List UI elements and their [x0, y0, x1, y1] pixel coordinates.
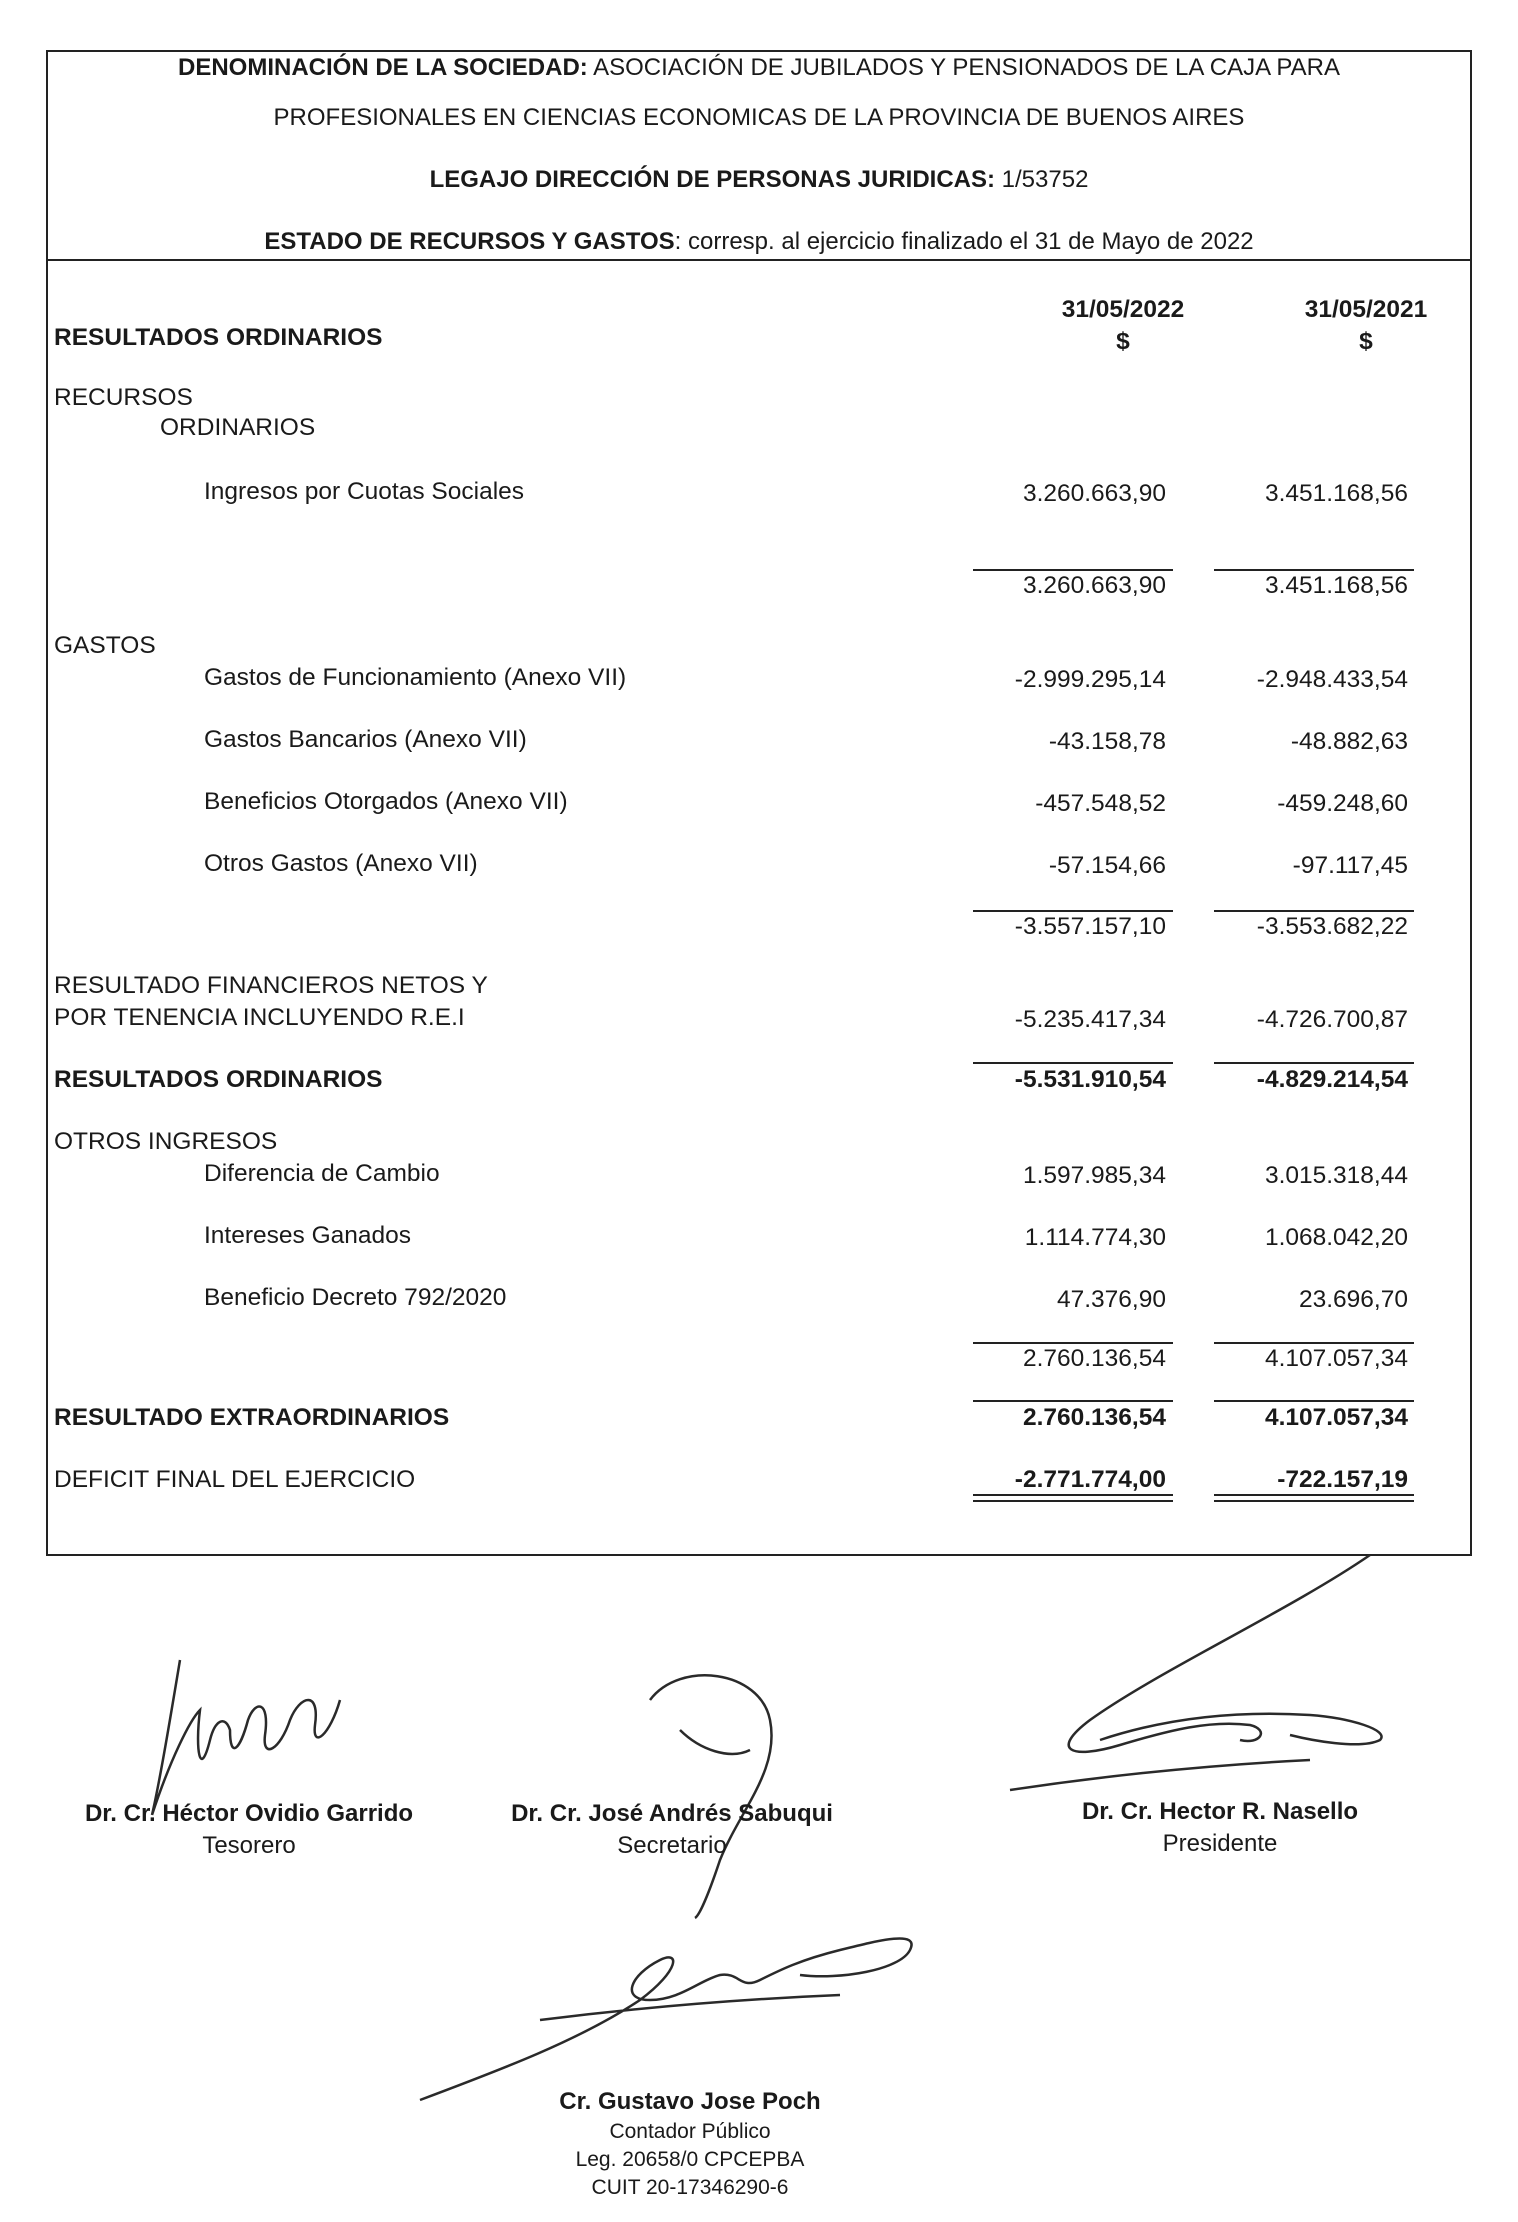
- denominacion-value: ASOCIACIÓN DE JUBILADOS Y PENSIONADOS DE LA CAJA PARA: [593, 54, 1341, 81]
- beneficio-decreto-2022: 47.376,90: [1057, 1286, 1166, 1313]
- diferencia-cambio-label: Diferencia de Cambio: [204, 1160, 440, 1187]
- beneficio-decreto-label: Beneficio Decreto 792/2020: [204, 1284, 507, 1311]
- subtotal-rule: [973, 569, 1173, 571]
- presidente-signature: [1010, 1550, 1410, 1800]
- otros-gastos-label: Otros Gastos (Anexo VII): [204, 850, 478, 877]
- gastos-label: GASTOS: [54, 632, 156, 659]
- col1-unit: $: [1116, 328, 1130, 355]
- subtotal-rule: [973, 1400, 1173, 1402]
- presidente-role: Presidente: [1162, 1830, 1278, 1857]
- resultado-financieros-label-1: RESULTADO FINANCIEROS NETOS Y: [54, 972, 488, 999]
- resultados-ordinarios-total-label: RESULTADOS ORDINARIOS: [54, 1066, 383, 1093]
- contador-name: Cr. Gustavo Jose Poch: [559, 2088, 821, 2115]
- gastos-total-2021: -3.553.682,22: [1256, 913, 1408, 940]
- col2-date: 31/05/2021: [1304, 296, 1428, 323]
- deficit-final-2021: -722.157,19: [1277, 1466, 1408, 1493]
- resultados-ordinarios-total-2021: -4.829.214,54: [1256, 1066, 1408, 1093]
- contador-role: Contador Público: [609, 2120, 771, 2143]
- estado-line: [48, 228, 1470, 256]
- recursos-total-2022: 3.260.663,90: [1022, 572, 1166, 599]
- header-divider: [48, 259, 1470, 261]
- subtotal-rule: [1214, 1062, 1414, 1064]
- deficit-final-label: DEFICIT FINAL DEL EJERCICIO: [54, 1466, 416, 1493]
- resultado-financieros-label-2: POR TENENCIA INCLUYENDO R.E.I: [54, 1004, 465, 1031]
- col2-unit: $: [1359, 328, 1373, 355]
- contador-leg: Leg. 20658/0 CPCEPBA: [575, 2148, 805, 2171]
- subtotal-rule: [1214, 569, 1414, 571]
- gastos-bancarios-2021: -48.882,63: [1290, 728, 1408, 755]
- col1-date: 31/05/2022: [1061, 296, 1185, 323]
- double-underline: [973, 1500, 1173, 1502]
- otros-gastos-2022: -57.154,66: [1048, 852, 1166, 879]
- recursos-total-2021: 3.451.168,56: [1264, 572, 1408, 599]
- secretario-role: Secretario: [617, 1832, 727, 1859]
- denominacion-line: [48, 54, 1470, 82]
- beneficios-otorgados-2021: -459.248,60: [1277, 790, 1408, 817]
- gastos-funcionamiento-2021: -2.948.433,54: [1256, 666, 1408, 693]
- gastos-funcionamiento-label: Gastos de Funcionamiento (Anexo VII): [204, 664, 627, 691]
- subtotal-rule: [973, 1342, 1173, 1344]
- tesorero-role: Tesorero: [202, 1832, 296, 1859]
- resultado-financieros-2022: -5.235.417,34: [1014, 1006, 1166, 1033]
- otros-ingresos-total-2021: 4.107.057,34: [1264, 1345, 1408, 1372]
- statement-frame: [46, 50, 1472, 1556]
- ingresos-cuotas-2021: 3.451.168,56: [1264, 480, 1408, 507]
- ordinarios-label: ORDINARIOS: [160, 414, 316, 441]
- resultados-ordinarios-heading: RESULTADOS ORDINARIOS: [54, 324, 383, 351]
- beneficio-decreto-2021: 23.696,70: [1299, 1286, 1408, 1313]
- estado-value: : corresp. al ejercicio finalizado el 31 de Mayo de 2022: [674, 228, 1254, 255]
- legajo-value: 1/53752: [1001, 166, 1089, 193]
- ingresos-cuotas-2022: 3.260.663,90: [1022, 480, 1166, 507]
- beneficios-otorgados-2022: -457.548,52: [1035, 790, 1166, 817]
- subtotal-rule: [1214, 1342, 1414, 1344]
- resultados-ordinarios-total-2022: -5.531.910,54: [1014, 1066, 1166, 1093]
- beneficios-otorgados-label: Beneficios Otorgados (Anexo VII): [204, 788, 568, 815]
- otros-gastos-2021: -97.117,45: [1292, 852, 1408, 879]
- subtotal-rule: [1214, 1400, 1414, 1402]
- recursos-label: RECURSOS: [54, 384, 193, 411]
- estado-label: ESTADO DE RECURSOS Y GASTOS: [264, 228, 675, 255]
- otros-ingresos-label: OTROS INGRESOS: [54, 1128, 278, 1155]
- denominacion-line2: PROFESIONALES EN CIENCIAS ECONOMICAS DE LA PROVINCIA DE BUENOS AIRES: [273, 104, 1245, 131]
- resultado-extraordinarios-2022: 2.760.136,54: [1022, 1404, 1166, 1431]
- contador-signature: [420, 1880, 940, 2100]
- gastos-bancarios-2022: -43.158,78: [1048, 728, 1166, 755]
- gastos-funcionamiento-2022: -2.999.295,14: [1014, 666, 1166, 693]
- tesorero-name: Dr. Cr. Héctor Ovidio Garrido: [84, 1800, 414, 1827]
- gastos-bancarios-label: Gastos Bancarios (Anexo VII): [204, 726, 527, 753]
- legajo-line: [48, 166, 1470, 194]
- contador-cuit: CUIT 20-17346290-6: [591, 2176, 789, 2199]
- otros-ingresos-total-2022: 2.760.136,54: [1022, 1345, 1166, 1372]
- gastos-total-2022: -3.557.157,10: [1014, 913, 1166, 940]
- double-underline: [1214, 1494, 1414, 1496]
- intereses-ganados-2022: 1.114.774,30: [1024, 1224, 1166, 1251]
- diferencia-cambio-2022: 1.597.985,34: [1022, 1162, 1166, 1189]
- presidente-name: Dr. Cr. Hector R. Nasello: [1081, 1798, 1359, 1825]
- double-underline: [973, 1494, 1173, 1496]
- resultado-financieros-2021: -4.726.700,87: [1256, 1006, 1408, 1033]
- subtotal-rule: [973, 1062, 1173, 1064]
- legajo-label: LEGAJO DIRECCIÓN DE PERSONAS JURIDICAS:: [429, 166, 995, 193]
- resultado-extraordinarios-2021: 4.107.057,34: [1264, 1404, 1408, 1431]
- secretario-name: Dr. Cr. José Andrés Sabuqui: [511, 1800, 833, 1827]
- double-underline: [1214, 1500, 1414, 1502]
- ingresos-cuotas-label: Ingresos por Cuotas Sociales: [204, 478, 525, 505]
- resultado-extraordinarios-label: RESULTADO EXTRAORDINARIOS: [54, 1404, 450, 1431]
- diferencia-cambio-2021: 3.015.318,44: [1264, 1162, 1408, 1189]
- subtotal-rule: [1214, 910, 1414, 912]
- denominacion-label: DENOMINACIÓN DE LA SOCIEDAD:: [177, 54, 588, 81]
- deficit-final-2022: -2.771.774,00: [1014, 1466, 1166, 1493]
- subtotal-rule: [973, 910, 1173, 912]
- intereses-ganados-label: Intereses Ganados: [204, 1222, 412, 1249]
- intereses-ganados-2021: 1.068.042,20: [1264, 1224, 1408, 1251]
